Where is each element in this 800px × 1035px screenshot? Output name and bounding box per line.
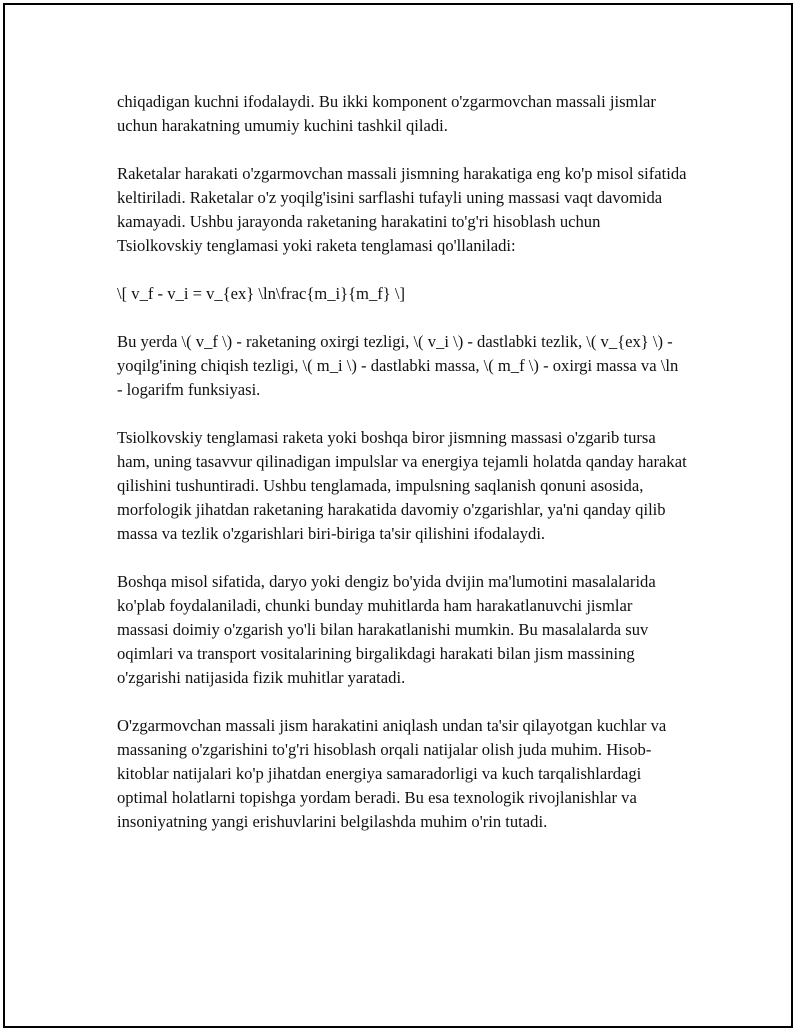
paragraph-4: Tsiolkovskiy tenglamasi raketa yoki boshqa biror jismning massasi o'zgarib tursa ham, uning tasavvur qilinadigan impulslar va energiya tejamli holatda qanday harakat qilishini tushuntiradi. Ushbu tenglamada, impulsning saqlanish qonuni asosida, morfologik jihatdan raketaning harakatida davomiy o'zgarishlar, ya'ni qanday qilib massa va tezlik o'zgarishlari biri-biriga ta'sir qilishini ifodalaydi. — [117, 428, 687, 543]
paragraph-6: O'zgarmovchan massali jism harakatini aniqlash undan ta'sir qilayotgan kuchlar va massaning o'zgarishini to'g'ri hisoblash orqali natijalar olish juda muhim. Hisob-kitoblar natijalari ko'p jihatdan energiya samaradorligi va kuch tarqalishlardagi optimal holatlarni topishga yordam beradi. Bu esa texnologik rivojlanishlar va insoniyatning yangi erishuvlarini belgilashda muhim o'rin tutadi. — [117, 716, 667, 831]
paragraph-1: chiqadigan kuchni ifodalaydi. Bu ikki komponent o'zgarmovchan massali jismlar uchun harakatning umumiy kuchini tashkil qiladi. — [117, 92, 656, 135]
equation-tsiolkovsky: \[ v_f - v_i = v_{ex} \ln\frac{m_i}{m_f} \] — [117, 284, 406, 303]
paragraph-5: Boshqa misol sifatida, daryo yoki dengiz bo'yida dvijin ma'lumotini masalalarida ko'plab foydalaniladi, chunki bunday muhitlarda ham harakatlanuvchi jismlar massasi doimiy o'zgarish yo'li bilan harakatlanishi mumkin. Bu masalalarda suv oqimlari va transport vositalarining birgalikdagi harakati bilan jism massining o'zgarishi natijasida fizik muhitlar yaratadi. — [117, 572, 656, 687]
document-body — [117, 90, 687, 858]
paragraph-3: Bu yerda \( v_f \) - raketaning oxirgi tezligi, \( v_i \) - dastlabki tezlik, \( v_{ex} \) - yoqilg'ining chiqish tezligi, \( m_i \) - dastlabki massa, \( m_f \) - oxirgi massa va \ln - logarifm funksiyasi. — [117, 332, 679, 399]
paragraph-2: Raketalar harakati o'zgarmovchan massali jismning harakatiga eng ko'p misol sifatida keltiriladi. Raketalar o'z yoqilg'isini sarflashi tufayli uning massasi vaqt davomida kamayadi. Ushbu jarayonda raketaning harakatini to'g'ri hisoblash uchun Tsiolkovskiy tenglamasi yoki raketa tenglamasi qo'llaniladi: — [117, 164, 687, 255]
